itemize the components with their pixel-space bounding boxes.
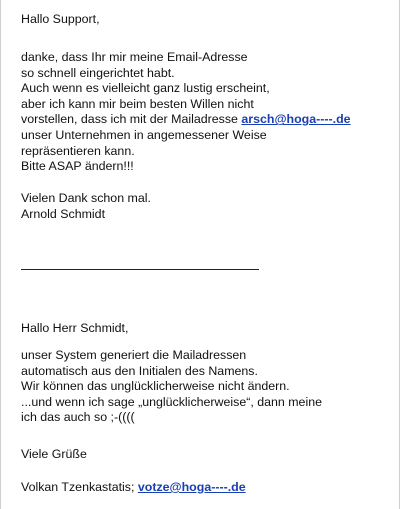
email1-address-link[interactable]: arsch@hoga----.de (241, 112, 351, 127)
email1-greeting (21, 12, 391, 28)
email2-greeting (21, 321, 391, 337)
email2-signature-line (21, 480, 391, 496)
email2-body-line-3: Wir können das unglücklicherweise nicht ändern. (21, 379, 290, 394)
email1-closing (21, 191, 391, 222)
email1-body-line-8: Bitte ASAP ändern!!! (21, 159, 134, 174)
email1-body-line-2: so schnell eingerichtet habt. (21, 65, 175, 80)
email1-body-line-5 (21, 112, 391, 128)
email1-signature: Arnold Schmidt (21, 206, 106, 221)
email2-body-line-4: ...und wenn ich sage „unglücklicherweise“, dann meine (21, 394, 322, 409)
separator-line (21, 269, 259, 270)
email2-body-line-5: ich das auch so ;-(((( (21, 410, 135, 425)
email1-body (21, 50, 391, 175)
email2-closing (21, 447, 391, 463)
email2-closing-text: Viele Grüße (21, 447, 87, 461)
email2-address-link[interactable]: votze@hoga----.de (137, 480, 246, 494)
email1-closing-text: Vielen Dank schon mal. (21, 191, 151, 205)
email2-greeting-text: Hallo Herr Schmidt, (21, 321, 129, 335)
email2-body-line-1: unser System generiert die Mailadressen (21, 348, 247, 362)
email1-greeting-text: Hallo Support, (21, 12, 100, 26)
email1-body-line-4: aber ich kann mir beim besten Willen nicht (21, 96, 254, 111)
email1-body-line-1: danke, dass Ihr mir meine Email-Adresse (21, 50, 248, 64)
email1-body-line-6: unser Unternehmen in angemessener Weise (21, 127, 267, 142)
email1-body-line-3: Auch wenn es vielleicht ganz lustig erscheint, (21, 81, 270, 96)
email2-body (21, 348, 391, 426)
email1-body-line-7: repräsentieren kann. (21, 143, 135, 158)
email1-body-line-5-text: vorstellen, dass ich mit der Mailadresse (21, 112, 242, 127)
email2-signature-name: Volkan Tzenkastatis; (21, 480, 138, 494)
email2-body-line-2: automatisch aus den Initialen des Namens. (21, 363, 258, 378)
email2-signature (21, 480, 391, 496)
